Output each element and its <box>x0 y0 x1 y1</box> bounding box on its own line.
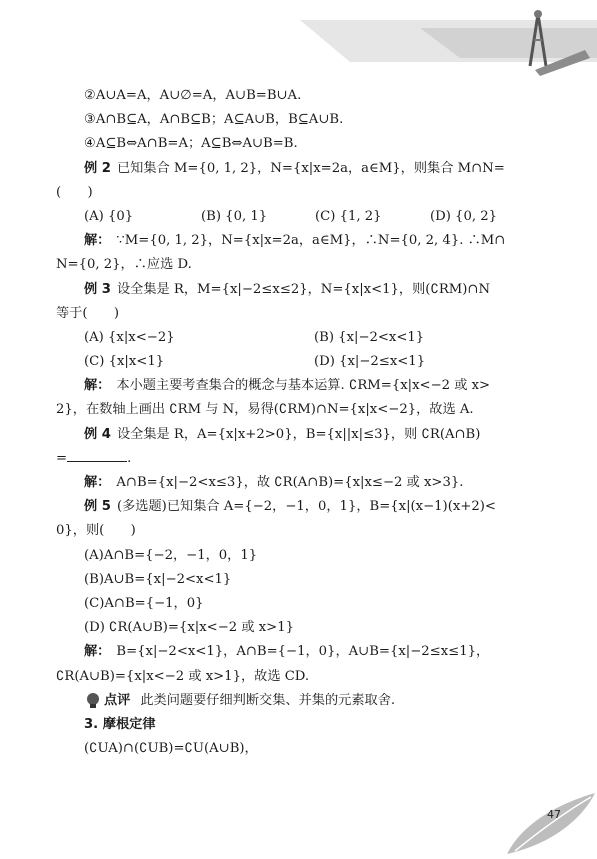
leaf-decoration <box>487 789 597 859</box>
text-run: ②A∪A=A，A∪∅=A，A∪B=B∪A. <box>84 88 302 103</box>
page-body <box>56 84 546 761</box>
text-line <box>56 544 546 568</box>
text-run: 已知集合 M={0, 1, 2}，N={x|x=2a，a∈M}，则集合 M∩N= <box>116 160 505 176</box>
comment-box <box>84 689 395 713</box>
text-run: (∁UA)∩(∁UB)=∁U(A∪B)， <box>84 741 258 757</box>
text-line <box>56 157 546 181</box>
bold-label: 解： <box>84 644 111 660</box>
choice-row <box>56 350 546 374</box>
text-line <box>56 181 546 205</box>
text-run: = <box>56 450 68 466</box>
text-run: (A)A∩B={−2，−1，0，1} <box>84 547 258 563</box>
text-line <box>56 374 546 398</box>
choice-row <box>56 326 546 350</box>
text-run: N={0, 2}，∴应选 D. <box>56 257 192 273</box>
text-line <box>56 302 546 326</box>
text-run: 0}，则( ) <box>56 523 136 539</box>
bold-label: 例 5 <box>84 499 111 515</box>
lightbulb-icon <box>84 692 102 710</box>
text-line <box>56 229 546 253</box>
choice-option: (C) {x|x<1} <box>84 354 165 370</box>
text-line <box>56 519 546 543</box>
choice-row <box>56 205 546 229</box>
text-line <box>56 253 546 277</box>
bold-label: 例 3 <box>84 281 111 297</box>
text-run: ∵M={0, 1, 2}，N={x|x=2a，a∈M}，∴N={0, 2, 4}. ∴M∩ <box>116 233 506 249</box>
text-run: 2}，在数轴上画出 ∁RM 与 N，易得(∁RM)∩N={x|x<−2}，故选 A. <box>56 402 474 418</box>
choice-option: (D) {x|−2≤x<1} <box>314 354 426 370</box>
bold-label: 例 4 <box>84 426 111 442</box>
text-run: B={x|−2<x<1}，A∩B={−1，0}，A∪B={x|−2≤x≤1}， <box>116 644 490 660</box>
text-line <box>56 84 546 108</box>
answer-blank[interactable] <box>67 447 127 462</box>
text-line <box>56 132 546 156</box>
text-line <box>56 495 546 519</box>
text-line <box>56 713 546 737</box>
text-line <box>56 616 546 640</box>
text-run: 设全集是 R，M={x|−2≤x≤2}，N={x|x<1}，则(∁RM)∩N <box>116 281 490 297</box>
comment-text: 此类问题要仔细判断交集、并集的元素取舍. <box>140 692 396 708</box>
bold-label: 解： <box>84 475 111 490</box>
choice-option: (B) {x|−2<x<1} <box>314 329 425 345</box>
text-run: (B)A∪B={x|−2<x<1} <box>84 571 232 587</box>
text-line <box>56 423 546 447</box>
text-run: 设全集是 R，A={x|x+2>0}，B={x||x|≤3}，则 ∁R(A∩B) <box>116 426 481 442</box>
text-line <box>56 471 546 495</box>
page-number: 47 <box>547 808 561 821</box>
text-line <box>56 108 546 132</box>
comment-label: 点评 <box>104 692 131 708</box>
header-decoration <box>0 0 597 80</box>
text-run: ③A∩B⊆A，A∩B⊆B；A⊆A∪B，B⊆A∪B. <box>84 112 344 128</box>
text-run: ④A⊆B⇔A∩B=A；A⊆B⇔A∪B=B. <box>84 136 298 152</box>
comment-line <box>56 689 546 713</box>
bold-label: 3. 摩根定律 <box>84 716 156 732</box>
text-line <box>56 665 546 689</box>
text-line <box>56 592 546 616</box>
text-line <box>56 398 546 422</box>
text-run: 等于( ) <box>56 305 120 321</box>
bold-label: 解： <box>84 233 111 249</box>
text-line <box>56 568 546 592</box>
choice-option: (A) {0} <box>84 208 134 224</box>
bold-label: 解： <box>84 378 111 394</box>
text-line <box>56 737 546 761</box>
fill-in-line <box>56 447 546 471</box>
bold-label: 例 2 <box>84 160 111 176</box>
text-run: (D) ∁R(A∪B)={x|x<−2 或 x>1} <box>84 620 295 636</box>
text-run: A∩B={x|−2<x≤3}，故 ∁R(A∩B)={x|x≤−2 或 x>3}. <box>116 475 464 490</box>
text-run: (多选题)已知集合 A={−2，−1，0，1}，B={x|(x−1)(x+2)< <box>116 499 496 515</box>
text-run: 本小题主要考查集合的概念与基本运算. ∁RM={x|x<−2 或 x> <box>116 378 491 394</box>
choice-option: (B) {0, 1} <box>201 208 268 224</box>
text-line <box>56 640 546 664</box>
text-line <box>56 278 546 302</box>
text-run: ( ) <box>56 184 93 200</box>
text-run: ∁R(A∪B)={x|x<−2 或 x>1}，故选 CD. <box>56 668 310 684</box>
text-run: . <box>127 450 132 466</box>
choice-option: (D) {0, 2} <box>430 208 497 224</box>
text-run: (C)A∩B={−1，0} <box>84 595 204 611</box>
choice-option: (A) {x|x<−2} <box>84 329 175 345</box>
choice-option: (C) {1, 2} <box>315 208 382 224</box>
